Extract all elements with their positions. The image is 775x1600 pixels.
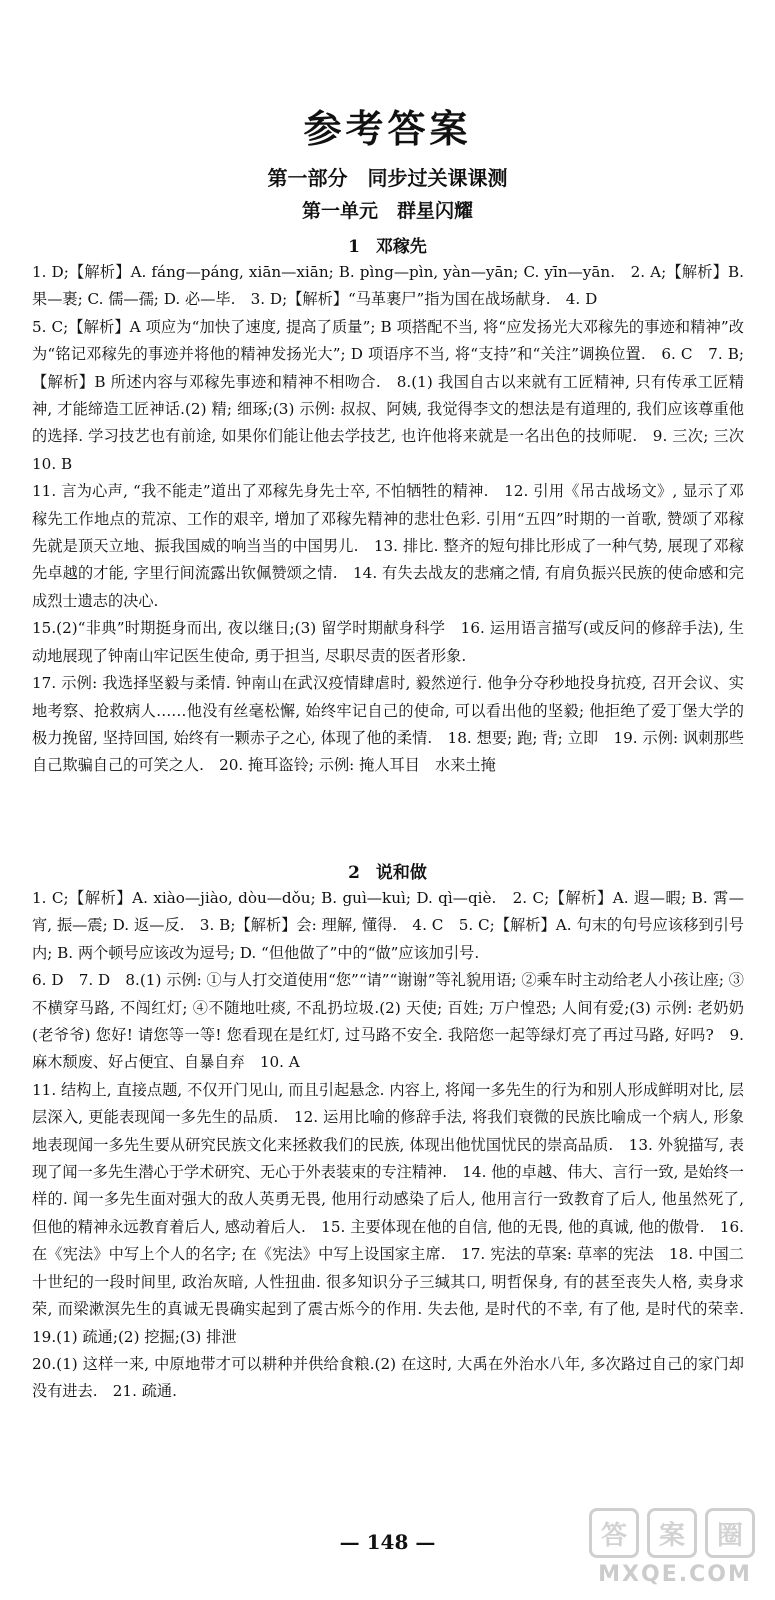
lesson-2-answers <box>32 885 760 1406</box>
answer-paragraph: 11. 结构上, 直接点题, 不仅开门见山, 而且引起悬念. 内容上, 将闻一多先生的行为和别人形成鲜明对比, 层层深入, 更能表现闻一多先生的品质. 12. 运用比喻的修辞手法, 将我们衰微的民族比喻成一个病人, 形象地表现闻一多先生要从研究民族文化来拯救我们的民族, 体现出他忧国忧民的崇高品质. 13. 外貌描写, 表现了闻一多先生潜心于学术研究、无心于外表装束的专注精神. 14. 他的卓越、伟大、言行一致, 是始终一样的. 闻一多先生面对强大的敌人英勇无畏, 他用行动感染了后人, 他用言行一致教育了后人, 他虽然死了, 但他的精神永远教育着后人, 感动着后人. 15. 主要体现在他的自信, 他的无畏, 他的真诚, 他的傲骨. 16. 在《宪法》中写上个人的名字; 在《宪法》中写上设国家主席. 17. 宪法的草案: 草率的宪法 18. 中国二十世纪的一段时间里, 政治灰暗, 人性扭曲. 很多知识分子三缄其口, 明哲保身, 有的甚至丧失人格, 卖身求荣, 而梁漱溟先生的真诚无畏确实起到了震古烁今的作用. 失去他, 是时代的不幸, 有了他, 是时代的荣幸. 19.(1) 疏通;(2) 挖掘;(3) 排泄 <box>32 1080 760 1346</box>
page-number: — 148 — <box>339 1530 436 1554</box>
watermark-char: 答 <box>589 1508 639 1558</box>
answer-paragraph: 15.(2)“非典”时期挺身而出, 夜以继日;(3) 留学时期献身科学 16. 运用语言描写(或反问的修辞手法), 生动地展现了钟南山牢记医生使命, 勇于担当, 尽职尽责的医者形象. <box>32 619 744 665</box>
lesson-1-heading <box>0 232 775 257</box>
lesson-2-heading <box>0 858 775 883</box>
answer-paragraph: 1. C;【解析】A. xiào—jiào, dòu—dǒu; B. guì—kuì; D. qì—qiè. 2. C;【解析】A. 遐—暇; B. 霄—宵, 振—震; D. 返—反. 3. B;【解析】会: 理解, 懂得. 4. C 5. C;【解析】A. 句末的句号应该移到引号内; B. 两个顿号应该改为逗号; D. “但他做了”中的“做”应该加引号. <box>32 889 744 962</box>
watermark-logo <box>585 1500 765 1595</box>
lesson-1-answers <box>32 259 760 780</box>
unit-heading: 第一单元 群星闪耀 <box>301 200 473 222</box>
watermark-char: 案 <box>647 1508 697 1558</box>
answer-paragraph: 20.(1) 这样一来, 中原地带才可以耕种并供给食粮.(2) 在这时, 大禹在外治水八年, 多次路过自己的家门却没有进去. 21. 疏通. <box>32 1354 744 1401</box>
page-title: 参考答案 <box>303 107 472 151</box>
answer-paragraph: 11. 言为心声, “我不能走”道出了邓稼先身先士卒, 不怕牺牲的精神. 12. 引用《吊古战场文》, 显示了邓稼先工作地点的荒凉、工作的艰辛, 增加了邓稼先精神的悲壮色彩. 引用“五四”时期的一首歌, 赞颂了邓稼先就是顶天立地、振我国威的响当当的中国男儿. 13. 排比. 整齐的短句排比形成了一种气势, 展现了邓稼先卓越的才能, 字里行间流露出钦佩赞颂之情. 14. 有失去战友的悲痛之情, 有肩负振兴民族的使命感和完成烈士遗志的决心. <box>32 482 744 610</box>
watermark-char: 圈 <box>705 1508 755 1558</box>
lesson-name: 邓稼先 <box>375 237 427 257</box>
watermark-url: MXQE.COM <box>598 1562 752 1587</box>
answer-paragraph: 17. 示例: 我选择坚毅与柔情. 钟南山在武汉疫情肆虐时, 毅然逆行. 他争分夺秒地投身抗疫, 召开会议、实地考察、抢救病人……他没有丝毫松懈, 始终牢记自己的使命, 可以看出他的坚毅; 他拒绝了爱丁堡大学的极力挽留, 坚持回国, 始终有一颗赤子之心, 体现了他的柔情. 18. 想要; 跑; 背; 立即 19. 示例: 讽刺那些自己欺骗自己的可笑之人. 20. 掩耳盗铃; 示例: 掩人耳目 水来土掩 <box>32 674 744 775</box>
lesson-number: 2 <box>348 863 360 883</box>
answer-paragraph: 1. D;【解析】A. fáng—páng, xiān—xiān; B. pìng—pìn, yàn—yān; C. yīn—yān. 2. A;【解析】B. 果—裹; C. 儒—孺; D. 必—毕. 3. D;【解析】“马革裹尸”指为国在战场献身. 4. D <box>32 263 744 309</box>
lesson-number: 1 <box>348 237 360 257</box>
part-heading: 第一部分 同步过关课课测 <box>267 166 508 190</box>
answer-paragraph: 6. D 7. D 8.(1) 示例: ①与人打交道使用“您”“请”“谢谢”等礼貌用语; ②乘车时主动给老人小孩让座; ③不横穿马路, 不闯红灯; ④不随地吐痰, 不乱扔垃圾.(2) 天使; 百姓; 万户惶恐; 人间有爱;(3) 示例: 老奶奶(老爷爷) 您好! 请您等一等! 您看现在是红灯, 过马路不安全. 我陪您一起等绿灯亮了再过马路, 好吗? 9. 麻木颓废、好占便宜、自暴自弃 10. A <box>32 971 744 1072</box>
lesson-name: 说和做 <box>375 863 427 883</box>
answer-paragraph: 5. C;【解析】A 项应为“加快了速度, 提高了质量”; B 项搭配不当, 将“应发扬光大邓稼先的事迹和精神”改为“铭记邓稼先的事迹并将他的精神发扬光大”; D 项语序不当, 将“支持”和“关注”调换位置. 6. C 7. B;【解析】B 所述内容与邓稼先事迹和精神不相吻合. 8.(1) 我国自古以来就有工匠精神, 只有传承工匠精神, 才能缔造工匠神话.(2) 精; 细琢;(3) 示例: 叔叔、阿姨, 我觉得李文的想法是有道理的, 我们应该尊重他的选择. 学习技艺也有前途, 如果你们能让他去学技艺, 也许他将来就是一名出色的技师呢. 9. 三次; 三次 10. B <box>32 317 760 473</box>
